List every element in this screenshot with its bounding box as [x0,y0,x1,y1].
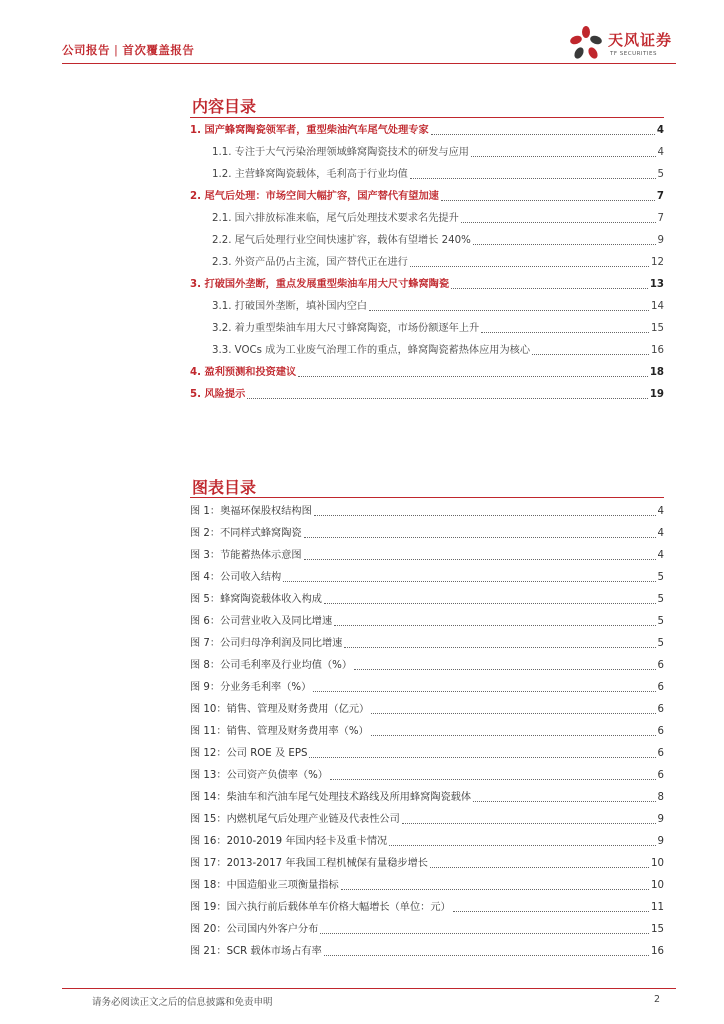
figure-entry[interactable]: 图 20：公司国内外客户分布 15 [190,924,664,935]
figure-entry[interactable]: 图 2：不同样式蜂窝陶瓷 4 [190,528,664,539]
header-divider [62,63,676,64]
figure-entry[interactable]: 图 5：蜂窝陶瓷载体收入构成 5 [190,594,664,605]
toc-entry[interactable]: 2. 尾气后处理：市场空间大幅扩容，国产替代有望加速 7 [190,191,664,202]
toc-title-rule [190,117,664,118]
figure-entry[interactable]: 图 6：公司营业收入及同比增速 5 [190,616,664,627]
toc-entry[interactable]: 1.1. 专注于大气污染治理领域蜂窝陶瓷技术的研发与应用 4 [212,147,664,158]
toc-entry[interactable]: 3.1. 打破国外垄断，填补国内空白 14 [212,301,664,312]
toc-entry[interactable]: 2.3. 外资产品仍占主流，国产替代正在进行 12 [212,257,664,268]
toc-entry[interactable]: 2.1. 国六排放标准来临，尾气后处理技术要求名先提升 7 [212,213,664,224]
footer-divider [62,988,676,989]
toc-entry[interactable]: 2.2. 尾气后处理行业空间快速扩容，载体有望增长 240% 9 [212,235,664,246]
toc-entry[interactable]: 1.2. 主营蜂窝陶瓷载体，毛利高于行业均值 5 [212,169,664,180]
figure-entry[interactable]: 图 8：公司毛利率及行业均值（%） 6 [190,660,664,671]
figure-entry[interactable]: 图 13：公司资产负债率（%） 6 [190,770,664,781]
logo-name-cn: 天风证券 [608,31,673,49]
report-type-label: 公司报告 [62,43,110,57]
page-number: 2 [654,994,661,1005]
toc-entry[interactable]: 3.2. 着力重型柴油车用大尺寸蜂窝陶瓷，市场份额逐年上升 15 [212,323,664,334]
figure-entry[interactable]: 图 4：公司收入结构 5 [190,572,664,583]
figures-title-rule [190,497,664,498]
figure-entry[interactable]: 图 17：2013-2017 年我国工程机械保有量稳步增长 10 [190,858,664,869]
toc-entry[interactable]: 5. 风险提示 19 [190,389,664,400]
report-type-header [62,42,194,58]
figures-title: 图表目录 [192,478,257,497]
figure-entry[interactable]: 图 14：柴油车和汽油车尾气处理技术路线及所用蜂窝陶瓷载体 8 [190,792,664,803]
figure-entry[interactable]: 图 15：内燃机尾气后处理产业链及代表性公司 9 [190,814,664,825]
toc-entry[interactable]: 3.3. VOCs 成为工业废气治理工作的重点，蜂窝陶瓷蓄热体应用为核心 16 [212,345,664,356]
header-separator: | [114,43,119,57]
figure-entry[interactable]: 图 3：节能蓄热体示意图 4 [190,550,664,561]
figure-entry[interactable]: 图 16：2010-2019 年国内轻卡及重卡情况 9 [190,836,664,847]
toc-entry[interactable]: 3. 打破国外垄断，重点发展重型柴油车用大尺寸蜂窝陶瓷 13 [190,279,664,290]
company-logo [566,24,676,64]
logo-flower-icon [566,24,606,64]
figure-entry[interactable]: 图 7：公司归母净利润及同比增速 5 [190,638,664,649]
toc-entry[interactable]: 1. 国产蜂窝陶瓷领军者，重型柴油汽车尾气处理专家 4 [190,125,664,136]
figure-entry[interactable]: 图 9：分业务毛利率（%） 6 [190,682,664,693]
figure-entry[interactable]: 图 19：国六执行前后载体单车价格大幅增长（单位：元） 11 [190,902,664,913]
figure-entry[interactable]: 图 1：奥福环保股权结构图 4 [190,506,664,517]
figure-entry[interactable]: 图 18：中国造船业三项衡量指标 10 [190,880,664,891]
figure-entry[interactable]: 图 10：销售、管理及财务费用（亿元） 6 [190,704,664,715]
toc-entry[interactable]: 4. 盈利预测和投资建议 18 [190,367,664,378]
figure-entry[interactable]: 图 21：SCR 载体市场占有率 16 [190,946,664,957]
figure-entry[interactable]: 图 11：销售、管理及财务费用率（%） 6 [190,726,664,737]
footer-disclaimer: 请务必阅读正文之后的信息披露和免责申明 [92,997,273,1008]
figure-entry[interactable]: 图 12：公司 ROE 及 EPS 6 [190,748,664,759]
toc-title: 内容目录 [192,97,257,116]
report-subtype-label: 首次覆盖报告 [122,43,195,57]
logo-name-en: TF SECURITIES [610,51,657,57]
